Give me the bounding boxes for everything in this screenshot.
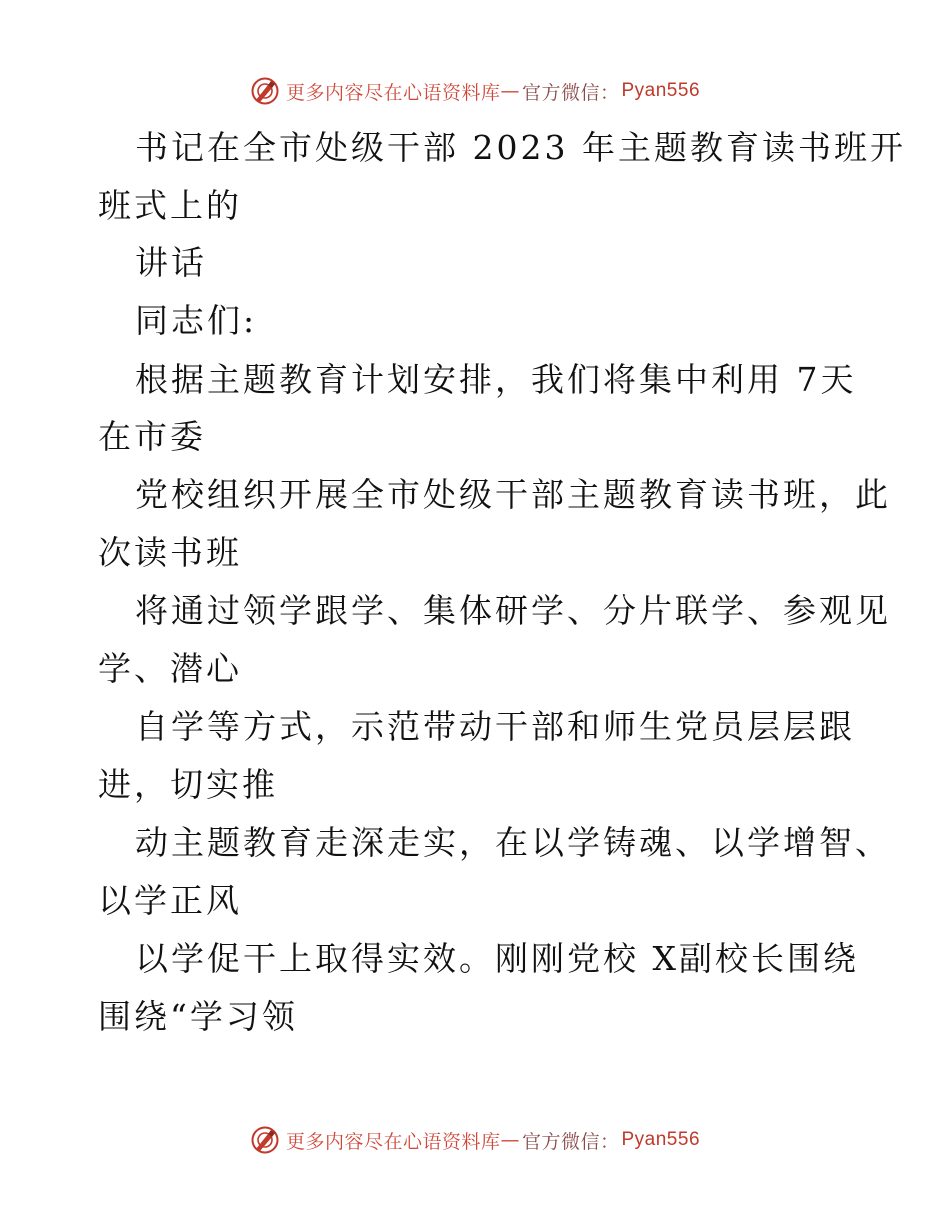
paragraph-line: 动主题教育走深走实，在以学铸魂、以学增智、	[135, 823, 891, 862]
title-line-2: 班式上的	[98, 186, 242, 225]
resource-link-text[interactable]: 更多内容尽在心语资料库	[285, 1130, 501, 1153]
paragraph-line: 将通过领学跟学、集体研学、分片联学、参观见	[135, 591, 891, 630]
banner-dash: —	[500, 80, 520, 102]
wechat-label: 官方微信：	[521, 1130, 620, 1153]
paragraph-line: 次读书班	[98, 533, 242, 572]
wechat-label: 官方微信：	[521, 81, 620, 104]
footer-banner	[0, 1120, 950, 1160]
wechat-account: Pyan556	[621, 80, 701, 101]
pen-logo-icon	[250, 76, 280, 106]
wechat-account: Pyan556	[621, 1129, 701, 1150]
paragraph-line: 以学促干上取得实效。刚刚党校 X副校长围绕	[135, 939, 859, 978]
paragraph-line: 在市委	[98, 417, 206, 456]
paragraph-line: 根据主题教育计划安排，我们将集中利用 7天	[135, 360, 857, 399]
title-line-1: 书记在全市处级干部 2023 年主题教育读书班开	[135, 128, 906, 167]
paragraph-line: 党校组织开展全市处级干部主题教育读书班，此	[135, 475, 891, 514]
paragraph-line: 围绕“学习领	[98, 997, 298, 1036]
salutation-line: 同志们:	[135, 301, 258, 340]
paragraph-line: 自学等方式，示范带动干部和师生党员层层跟	[135, 707, 855, 746]
paragraph-line: 以学正风	[98, 881, 242, 920]
header-banner	[0, 71, 950, 111]
resource-link-text[interactable]: 更多内容尽在心语资料库	[285, 81, 501, 104]
pen-logo-icon	[250, 1125, 280, 1155]
banner-dash: —	[500, 1129, 520, 1151]
paragraph-line: 学、潜心	[98, 649, 242, 688]
paragraph-line: 进，切实推	[98, 765, 278, 804]
title-line-3: 讲话	[135, 243, 207, 282]
